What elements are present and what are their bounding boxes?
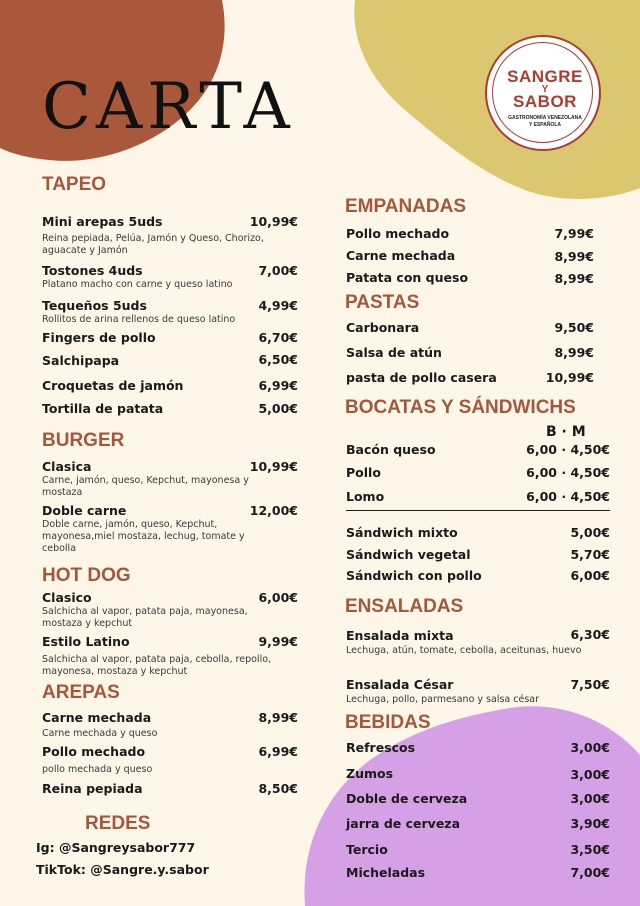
section-pastas-title: PASTAS	[345, 292, 420, 313]
item-name: Carne mechada	[42, 710, 152, 725]
item-price: 8,50€	[258, 781, 298, 796]
item-name: Clasica	[42, 459, 92, 474]
item-name: Tostones 4uds	[42, 263, 143, 278]
item-name: Reina pepiada	[42, 781, 143, 796]
item-description: Salchicha al vapor, patata paja, mayonesa, mostaza y kepchut	[42, 606, 248, 629]
logo-line-1: SANGRE	[507, 67, 583, 86]
item-name: Sándwich con pollo	[346, 568, 482, 583]
item-name: Fingers de pollo	[42, 330, 156, 345]
item-price: 7,00€	[570, 865, 610, 880]
item-name: Salsa de atún	[346, 345, 442, 360]
item-name: Tortilla de patata	[42, 401, 164, 416]
logo-line-2: Y	[541, 84, 549, 95]
item-price: 3,00€	[570, 740, 610, 755]
item-price: 8,99€	[554, 271, 594, 286]
item-name: Carbonara	[346, 320, 420, 335]
item-price: 9,50€	[554, 320, 594, 335]
item-price: 9,99€	[258, 634, 298, 649]
item-price: 7,00€	[258, 263, 298, 278]
item-description: Platano macho con carne y queso latino	[42, 279, 233, 290]
brand-logo	[485, 35, 601, 151]
item-name: Salchipapa	[42, 353, 120, 368]
item-price: 5,70€	[570, 547, 610, 562]
item-price: 6,99€	[258, 744, 298, 759]
section-bocatas-title: BOCATAS Y SÁNDWICHS	[345, 397, 576, 418]
item-price: 6,00 · 4,50€	[526, 465, 610, 480]
item-name: Estilo Latino	[42, 634, 130, 649]
item-price: 6,00€	[258, 590, 298, 605]
item-name: Ensalada mixta	[346, 628, 454, 643]
section-empanadas-title: EMPANADAS	[345, 196, 467, 217]
divider	[346, 510, 610, 511]
item-description: pollo mechada y queso	[42, 764, 153, 775]
item-name: Pollo mechado	[346, 226, 450, 241]
item-name: Mini arepas 5uds	[42, 214, 163, 229]
item-price: 10,99€	[249, 459, 298, 474]
item-description: Rollitos de arina rellenos de queso latino	[42, 314, 236, 325]
item-name: Refrescos	[346, 740, 416, 755]
item-name: Micheladas	[346, 865, 426, 880]
item-price: 8,99€	[554, 345, 594, 360]
item-name: Doble carne	[42, 503, 127, 518]
logo-tagline-1: GASTRONOMÍA VENEZOLANA	[508, 115, 582, 121]
item-name: Sándwich mixto	[346, 525, 458, 540]
section-arepas-title: AREPAS	[42, 682, 120, 703]
item-price: 5,00€	[570, 525, 610, 540]
section-tapeo-title: TAPEO	[42, 174, 107, 195]
page-title: CARTA	[42, 70, 295, 144]
item-description: Carne, jamón, queso, Kepchut, mayonesa y mostaza	[42, 475, 249, 498]
item-price: 3,00€	[570, 767, 610, 782]
item-price: 6,30€	[570, 627, 610, 642]
item-name: Tercio	[346, 842, 388, 857]
item-price: 3,90€	[570, 816, 610, 831]
item-name: Patata con queso	[346, 270, 469, 285]
item-price: 10,99€	[545, 370, 594, 385]
section-hotdog-title: HOT DOG	[42, 565, 131, 586]
item-price: 7,50€	[570, 677, 610, 692]
item-description: Doble carne, jamón, queso, Kepchut, mayonesa,miel mostaza, lechug, tomate y cebolla	[42, 519, 245, 554]
item-price: 3,00€	[570, 791, 610, 806]
item-name: Ensalada César	[346, 677, 454, 692]
instagram-handle: Ig: @Sangreysabor777	[36, 840, 196, 855]
item-name: Doble de cerveza	[346, 791, 468, 806]
item-description: Lechuga, atún, tomate, cebolla, aceitunas, huevo	[346, 645, 582, 656]
item-price: 8,99€	[258, 710, 298, 725]
item-name: Croquetas de jamón	[42, 378, 184, 393]
item-price: 3,50€	[570, 842, 610, 857]
section-burger-title: BURGER	[42, 430, 125, 451]
item-price: 6,00€	[570, 568, 610, 583]
item-price: 6,00 · 4,50€	[526, 489, 610, 504]
item-price: 7,99€	[554, 226, 594, 241]
item-name: jarra de cerveza	[346, 816, 461, 831]
item-price: 4,99€	[258, 298, 298, 313]
logo-tagline-2: Y ESPAÑOLA	[528, 122, 562, 128]
item-price: 10,99€	[249, 214, 298, 229]
section-redes-title: REDES	[85, 813, 151, 834]
item-name: Tequeños 5uds	[42, 298, 147, 313]
item-price: 6,50€	[258, 352, 298, 367]
item-name: Sándwich vegetal	[346, 547, 471, 562]
item-name: Clasico	[42, 590, 92, 605]
item-description: Salchicha al vapor, patata paja, cebolla, repollo, mayonesa, mostaza y kepchut	[42, 654, 272, 677]
item-name: Zumos	[346, 766, 394, 781]
section-bebidas-title: BEBIDAS	[345, 712, 431, 733]
item-price: 6,99€	[258, 378, 298, 393]
item-price: 6,70€	[258, 330, 298, 345]
item-price: 12,00€	[249, 503, 298, 518]
item-name: Pollo mechado	[42, 744, 146, 759]
item-name: Carne mechada	[346, 248, 456, 263]
item-name: Bacón queso	[346, 442, 436, 457]
tiktok-handle: TikTok: @Sangre.y.sabor	[36, 862, 209, 877]
item-name: pasta de pollo casera	[346, 370, 497, 385]
item-price: 5,00€	[258, 401, 298, 416]
section-ensaladas-title: ENSALADAS	[345, 596, 464, 617]
item-price: 6,00 · 4,50€	[526, 442, 610, 457]
item-name: Lomo	[346, 489, 385, 504]
logo-line-3: SABOR	[513, 92, 577, 111]
item-name: Pollo	[346, 465, 381, 480]
item-description: Reina pepiada, Pelúa, Jamón y Queso, Chorizo, aguacate y Jamón	[42, 233, 264, 256]
item-description: Lechuga, pollo, parmesano y salsa césar	[346, 694, 540, 705]
item-description: Carne mechada y queso	[42, 728, 158, 739]
size-columns-header: B · M	[546, 424, 586, 440]
item-price: 8,99€	[554, 249, 594, 264]
